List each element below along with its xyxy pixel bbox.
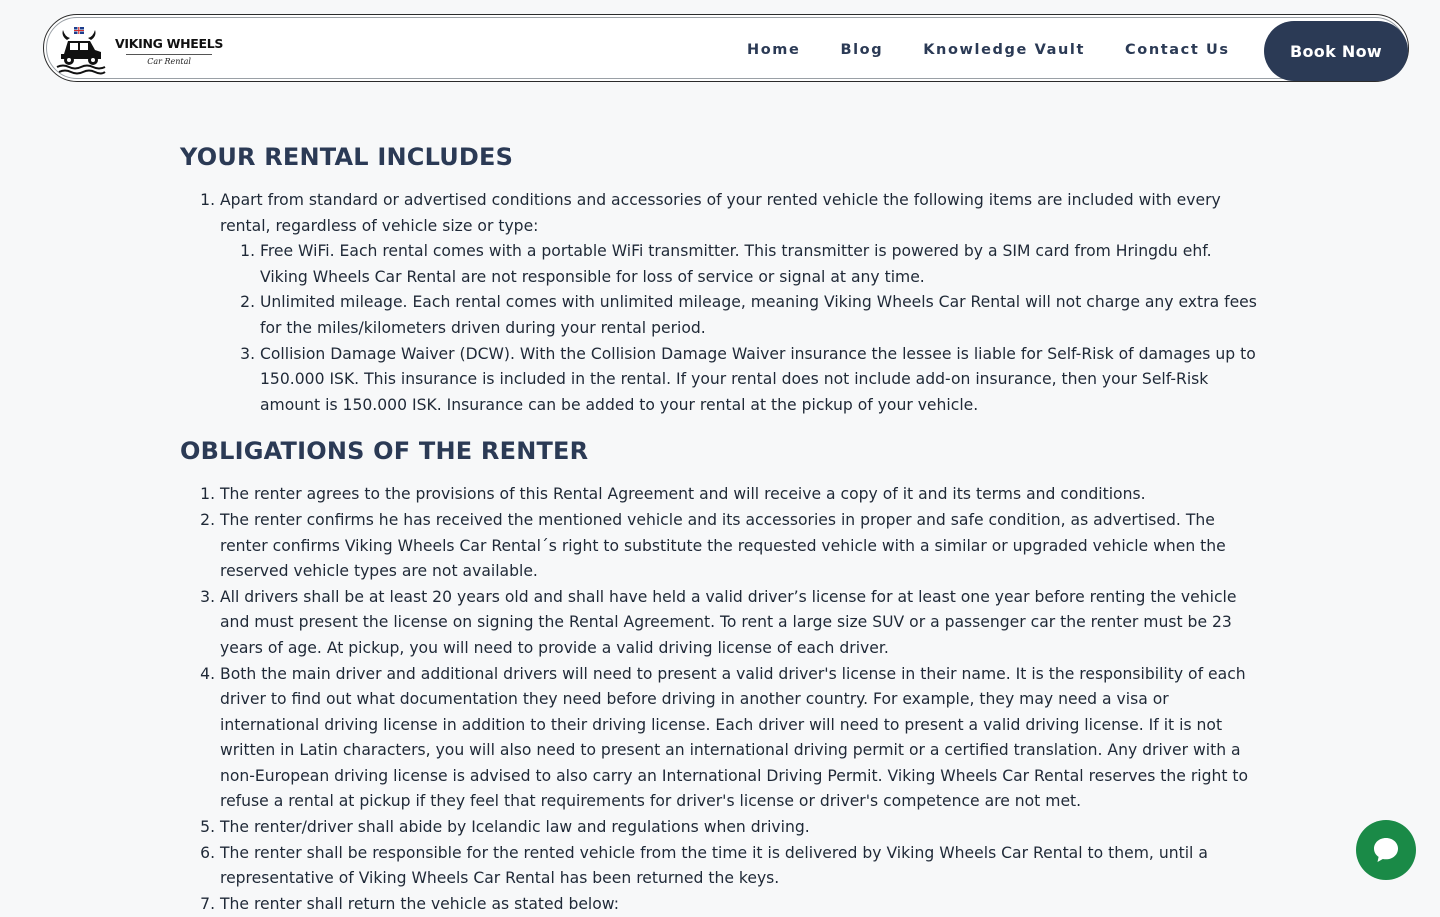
list-item: 3. Collision Damage Waiver (DCW). With the Collision Damage Waiver insurance the lessee is liable for Self-Risk of damages up to 150.000 ISK. This insurance is included in the rental. If your rental does not include add-on insurance, then your Self-Risk amount is 150.000 ISK. Insurance can be added to your rental at the pickup of your vehicle. (260, 342, 1260, 419)
list-item: 4. Both the main driver and additional drivers will need to present a valid driver's license in their name. It is the responsibility of each driver to find out what documentation they need before driving in another country. For example, they may need a visa or international driving license in addition to their driving license. Each driver will need to present a valid driving license. If it is not written in Latin characters, you will also need to present an international driving permit or a certified translation. Any driver with a non-European driving license is advised to also carry an International Driving Permit. Viking Wheels Car Rental reserves the right to refuse a rental at pickup if they feel that requirements for driver's license or driver's competence are not met. (220, 662, 1260, 816)
site-logo[interactable] (55, 24, 235, 78)
logo-subtitle: Car Rental (147, 57, 191, 66)
main-nav (747, 18, 1230, 82)
list-item: 1. Free WiFi. Each rental comes with a portable WiFi transmitter. This transmitter is powered by a SIM card from Hringdu ehf. Viking Wheels Car Rental are not responsible for loss of service or signal at any time. (260, 239, 1260, 290)
chat-bubble-icon (1371, 835, 1401, 865)
rental-includes-list (180, 188, 1260, 418)
book-now-button[interactable]: Book Now (1264, 21, 1408, 81)
nav-knowledge-vault-link[interactable]: Knowledge Vault (923, 42, 1086, 58)
section-heading: OBLIGATIONS OF THE RENTER (180, 437, 589, 466)
logo-name: VIKING WHEELS (115, 36, 224, 51)
section-heading: YOUR RENTAL INCLUDES (180, 143, 514, 171)
nav-home-link[interactable]: Home (747, 42, 801, 58)
navbar (43, 14, 1409, 82)
nav-contact-us-link[interactable]: Contact Us (1125, 42, 1230, 58)
included-items-list (220, 239, 1260, 418)
list-item: 7. The renter shall return the vehicle as stated below: (220, 892, 1260, 917)
terms-content (180, 138, 1260, 917)
logo-divider (126, 54, 212, 55)
chat-widget-button[interactable] (1356, 820, 1416, 880)
list-item: 2. Unlimited mileage. Each rental comes with unlimited mileage, meaning Viking Wheels Car Rental will not charge any extra fees for the miles/kilometers driven during your rental period. (260, 290, 1260, 341)
rental-includes-section (180, 138, 1260, 418)
nav-blog-link[interactable]: Blog (840, 42, 884, 58)
list-item-text: Apart from standard or advertised conditions and accessories of your rented vehicle the following items are included with every rental, regardless of vehicle size or type: (220, 191, 1221, 235)
list-item: 5. The renter/driver shall abide by Icelandic law and regulations when driving. (220, 815, 1260, 841)
list-item: 6. The renter shall be responsible for the rented vehicle from the time it is delivered by Viking Wheels Car Rental to them, until a representative of Viking Wheels Car Rental has been returned the keys. (220, 841, 1260, 892)
logo-text (115, 36, 223, 66)
navbar-inner-border (46, 17, 1406, 79)
list-item: 2. The renter confirms he has received the mentioned vehicle and its accessories in proper and safe condition, as advertised. The renter confirms Viking Wheels Car Rental´s right to substitute the requested vehicle with a similar or upgraded vehicle when the reserved vehicle types are not available. (220, 508, 1260, 585)
viking-car-logo-icon (55, 26, 111, 76)
renter-obligations-section (180, 432, 1260, 917)
list-item: 1. The renter agrees to the provisions of this Rental Agreement and will receive a copy of it and its terms and conditions. (220, 482, 1260, 508)
list-item: 3. All drivers shall be at least 20 years old and shall have held a valid driver’s license for at least one year before renting the vehicle and must present the license on signing the Rental Agreement. To rent a large size SUV or a passenger car the renter must be 23 years of age. At pickup, you will need to provide a valid driving license of each driver. (220, 585, 1260, 662)
renter-obligations-list (180, 482, 1260, 917)
list-item (220, 188, 1260, 418)
